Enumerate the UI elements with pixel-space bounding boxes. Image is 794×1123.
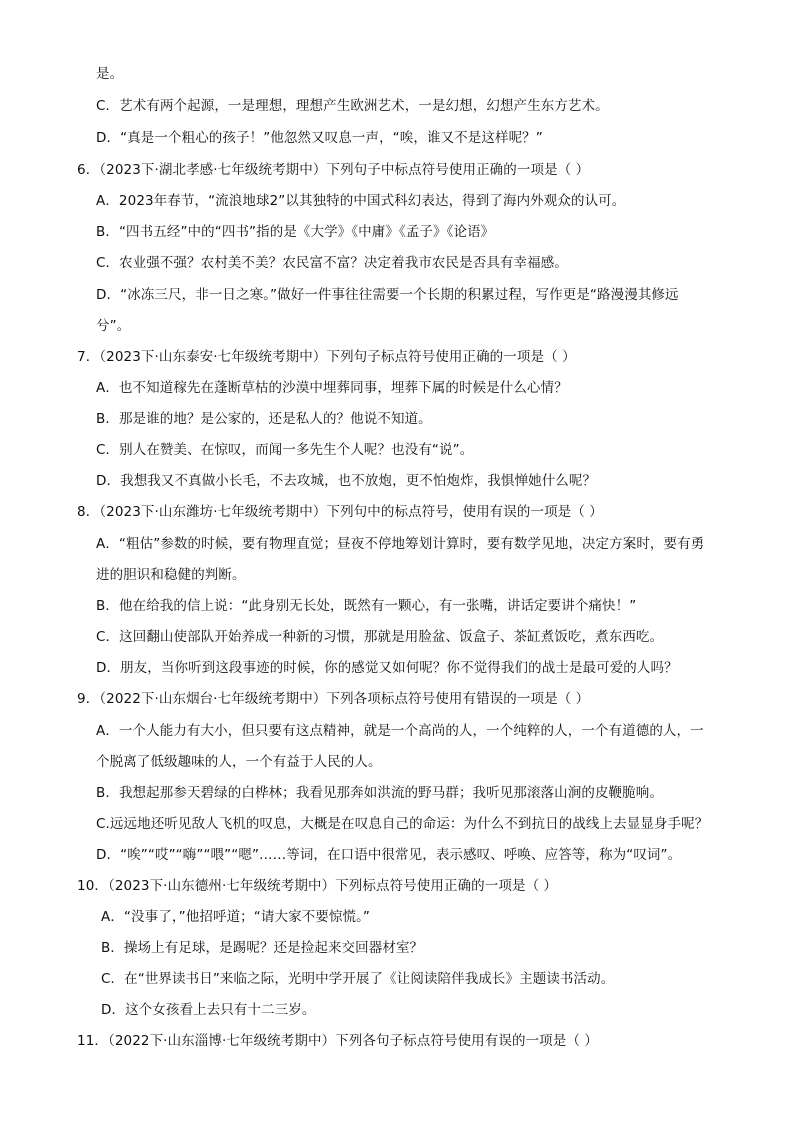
option-d-continued: 兮”。 bbox=[96, 318, 131, 334]
text-line: 是。 bbox=[96, 66, 124, 82]
option-c: C．别人在赞美、在惊叹，而闻一多先生个人呢？也没有“说”。 bbox=[96, 442, 474, 458]
question-8-stem: 8．（2023下·山东潍坊·七年级统考期中）下列句中的标点符号，使用有误的一项是（ ） bbox=[77, 504, 603, 520]
option-a-continued: 进的胆识和稳健的判断。 bbox=[96, 567, 246, 583]
question-6-stem: 6．（2023下·湖北孝感·七年级统考期中）下列句子中标点符号使用正确的一项是（ ） bbox=[77, 162, 590, 178]
option-a-continued: 个脱离了低级趣味的人，一个有益于人民的人。 bbox=[96, 754, 382, 770]
question-10-stem: 10．（2023下·山东德州·七年级统考期中）下列标点符号使用正确的一项是（ ） bbox=[77, 878, 558, 894]
option-c: C．农业强不强？农村美不美？农民富不富？决定着我市农民是否具有幸福感。 bbox=[96, 255, 568, 271]
option-a: A．“没事了，”他招呼道；“请大家不要惊慌。” bbox=[101, 909, 371, 925]
question-7-stem: 7．（2023下·山东泰安·七年级统考期中）下列句子标点符号使用正确的一项是（ ） bbox=[77, 349, 576, 365]
option-b: B．他在给我的信上说：“此身别无长处，既然有一颗心，有一张嘴，讲话定要讲个痛快！” bbox=[96, 598, 637, 614]
question-11-stem: 11．（2022下·山东淄博·七年级统考期中）下列各句子标点符号使用有误的一项是（ ） bbox=[77, 1033, 598, 1049]
option-b: B．操场上有足球，是踢呢？还是捡起来交回器材室？ bbox=[101, 940, 424, 956]
option-b: B．我想起那参天碧绿的白桦林；我看见那奔如洪流的野马群；我听见那滚落山涧的皮鞭脆响。 bbox=[96, 785, 663, 801]
option-d: D．我想我又不真做小长毛，不去攻城，也不放炮，更不怕炮炸，我惧惮她什么呢？ bbox=[96, 473, 597, 489]
option-d: D．“真是一个粗心的孩子！”他忽然又叹息一声，“唉，谁又不是这样呢？” bbox=[96, 130, 543, 146]
option-a: A．一个人能力有大小，但只要有这点精神，就是一个高尚的人，一个纯粹的人，一个有道德的人，一 bbox=[96, 723, 704, 739]
option-d: D．这个女孩看上去只有十二三岁。 bbox=[101, 1002, 316, 1018]
option-a: A．2023年春节，“流浪地球2”以其独特的中国式科幻表达，得到了海内外观众的认可。 bbox=[96, 193, 626, 209]
option-d: D．“唉”“哎”“嗨”“喂”“嗯”……等词，在口语中很常见，表示感叹、呼唤、应答等，称为“叹词”。 bbox=[96, 847, 682, 863]
option-a: A．也不知道稼先在蓬断草枯的沙漠中埋葬同事，埋葬下属的时候是什么心情？ bbox=[96, 380, 568, 396]
option-c: C．在“世界读书日”来临之际，光明中学开展了《让阅读陪伴我成长》主题读书活动。 bbox=[101, 971, 615, 987]
question-9-stem: 9．（2022下·山东烟台·七年级统考期中）下列各项标点符号使用有错误的一项是（ ） bbox=[77, 691, 590, 707]
option-d: D．“冰冻三尺，非一日之寒。”做好一件事往往需要一个长期的积累过程，写作更是“路漫漫其修远 bbox=[96, 287, 679, 303]
option-c: C．这回翻山使部队开始养成一种新的习惯，那就是用脸盆、饭盒子、茶缸煮饭吃，煮东西吃。 bbox=[96, 629, 664, 645]
option-d: D．朋友，当你听到这段事迹的时候，你的感觉又如何呢？你不觉得我们的战士是最可爱的人吗？ bbox=[96, 660, 678, 676]
option-a: A．“粗估”参数的时候，要有物理直觉；昼夜不停地筹划计算时，要有数学见地，决定方案时，要有勇 bbox=[96, 536, 705, 552]
option-c: C．艺术有两个起源，一是理想，理想产生欧洲艺术，一是幻想，幻想产生东方艺术。 bbox=[96, 98, 609, 114]
option-c: C.远远地还听见敌人飞机的叹息，大概是在叹息自己的命运：为什么不到抗日的战线上去显显身手呢？ bbox=[96, 816, 709, 832]
option-b: B．那是谁的地？是公家的，还是私人的？他说不知道。 bbox=[96, 411, 432, 427]
option-b: B．“四书五经”中的“四书”指的是《大学》《中庸》《孟子》《论语》 bbox=[96, 224, 495, 240]
